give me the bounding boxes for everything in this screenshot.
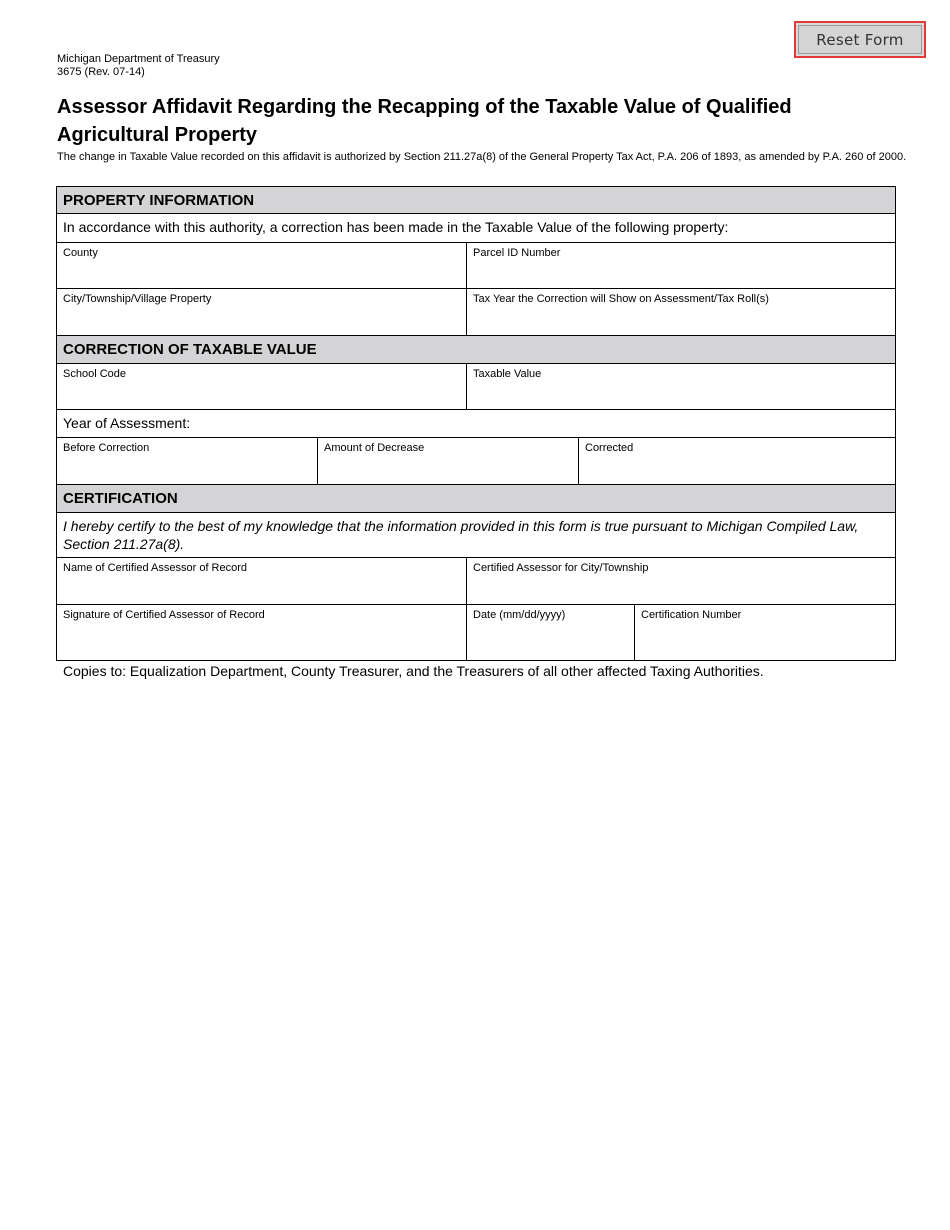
- corrected-cell: [579, 438, 895, 484]
- section-header-correction: CORRECTION OF TAXABLE VALUE: [56, 336, 896, 364]
- assessor-name-field[interactable]: [59, 578, 464, 602]
- taxable-value-label: Taxable Value: [473, 368, 542, 380]
- signature-field[interactable]: [59, 634, 464, 658]
- assessor-city-label: Certified Assessor for City/Township: [473, 562, 649, 574]
- county-cell: [57, 243, 467, 288]
- date-label: Date (mm/dd/yyyy): [473, 609, 566, 621]
- parcel-label: Parcel ID Number: [473, 247, 561, 259]
- year-of-assessment-label: Year of Assessment:: [63, 415, 191, 431]
- section-header-certification: CERTIFICATION: [56, 485, 896, 513]
- city-cell: [57, 289, 467, 335]
- reset-form-label: Reset Form: [798, 25, 922, 54]
- amount-of-decrease-field[interactable]: [320, 458, 576, 482]
- amount-of-decrease-label: Amount of Decrease: [324, 442, 425, 454]
- property-row-1: [56, 243, 896, 289]
- correction-row-1: [56, 364, 896, 410]
- corrected-label: Corrected: [585, 442, 634, 454]
- affidavit-form: [56, 186, 896, 661]
- taxable-value-field[interactable]: [469, 383, 893, 407]
- signature-label: Signature of Certified Assessor of Record: [63, 609, 265, 621]
- cert-number-label: Certification Number: [641, 609, 742, 621]
- year-of-assessment-row: [56, 410, 896, 438]
- correction-row-2: [56, 438, 896, 485]
- authority-statement: The change in Taxable Value recorded on this affidavit is authorized by Section 211.27a(8) of the General Property Tax Act, P.A. 206 of 1893, as amended by P.A. 260 of 2000.: [57, 151, 907, 163]
- form-number: 3675 (Rev. 07-14): [57, 66, 145, 78]
- county-label: County: [63, 247, 98, 259]
- certification-row-2: [56, 605, 896, 661]
- tax-year-label: Tax Year the Correction will Show on Assessment/Tax Roll(s): [473, 293, 769, 305]
- school-code-label: School Code: [63, 368, 126, 380]
- assessor-city-field[interactable]: [469, 578, 893, 602]
- tax-year-cell: [467, 289, 895, 335]
- taxable-value-cell: [467, 364, 895, 409]
- school-code-field[interactable]: [59, 383, 464, 407]
- date-cell: [467, 605, 635, 660]
- parcel-cell: [467, 243, 895, 288]
- before-correction-label: Before Correction: [63, 442, 150, 454]
- cert-number-field[interactable]: [637, 634, 893, 658]
- tax-year-field[interactable]: [469, 309, 893, 333]
- amount-of-decrease-cell: [318, 438, 579, 484]
- corrected-field[interactable]: [581, 458, 893, 482]
- property-intro: In accordance with this authority, a correction has been made in the Taxable Value of the following property:: [56, 214, 896, 243]
- signature-cell: [57, 605, 467, 660]
- page-title: Assessor Affidavit Regarding the Recapping of the Taxable Value of Qualified Agricultural Property: [57, 96, 792, 146]
- property-row-2: [56, 289, 896, 336]
- copies-distribution-note: Copies to: Equalization Department, County Treasurer, and the Treasurers of all other affected Taxing Authorities.: [63, 663, 764, 679]
- certification-statement: I hereby certify to the best of my knowledge that the information provided in this form is true pursuant to Michigan Compiled Law, Section 211.27a(8).: [56, 513, 896, 558]
- assessor-name-label: Name of Certified Assessor of Record: [63, 562, 248, 574]
- assessor-name-cell: [57, 558, 467, 604]
- parcel-id-field[interactable]: [469, 262, 893, 286]
- assessor-city-cell: [467, 558, 895, 604]
- agency-name: Michigan Department of Treasury: [57, 53, 220, 65]
- form-identifier: [57, 53, 220, 79]
- section-header-property: PROPERTY INFORMATION: [56, 186, 896, 214]
- county-field[interactable]: [59, 262, 464, 286]
- before-correction-field[interactable]: [59, 458, 315, 482]
- certification-row-1: [56, 558, 896, 605]
- city-field[interactable]: [59, 309, 464, 333]
- cert-number-cell: [635, 605, 895, 660]
- school-code-cell: [57, 364, 467, 409]
- before-correction-cell: [57, 438, 318, 484]
- date-field[interactable]: [469, 634, 632, 658]
- city-label: City/Township/Village Property: [63, 293, 212, 305]
- reset-form-button[interactable]: [794, 21, 926, 58]
